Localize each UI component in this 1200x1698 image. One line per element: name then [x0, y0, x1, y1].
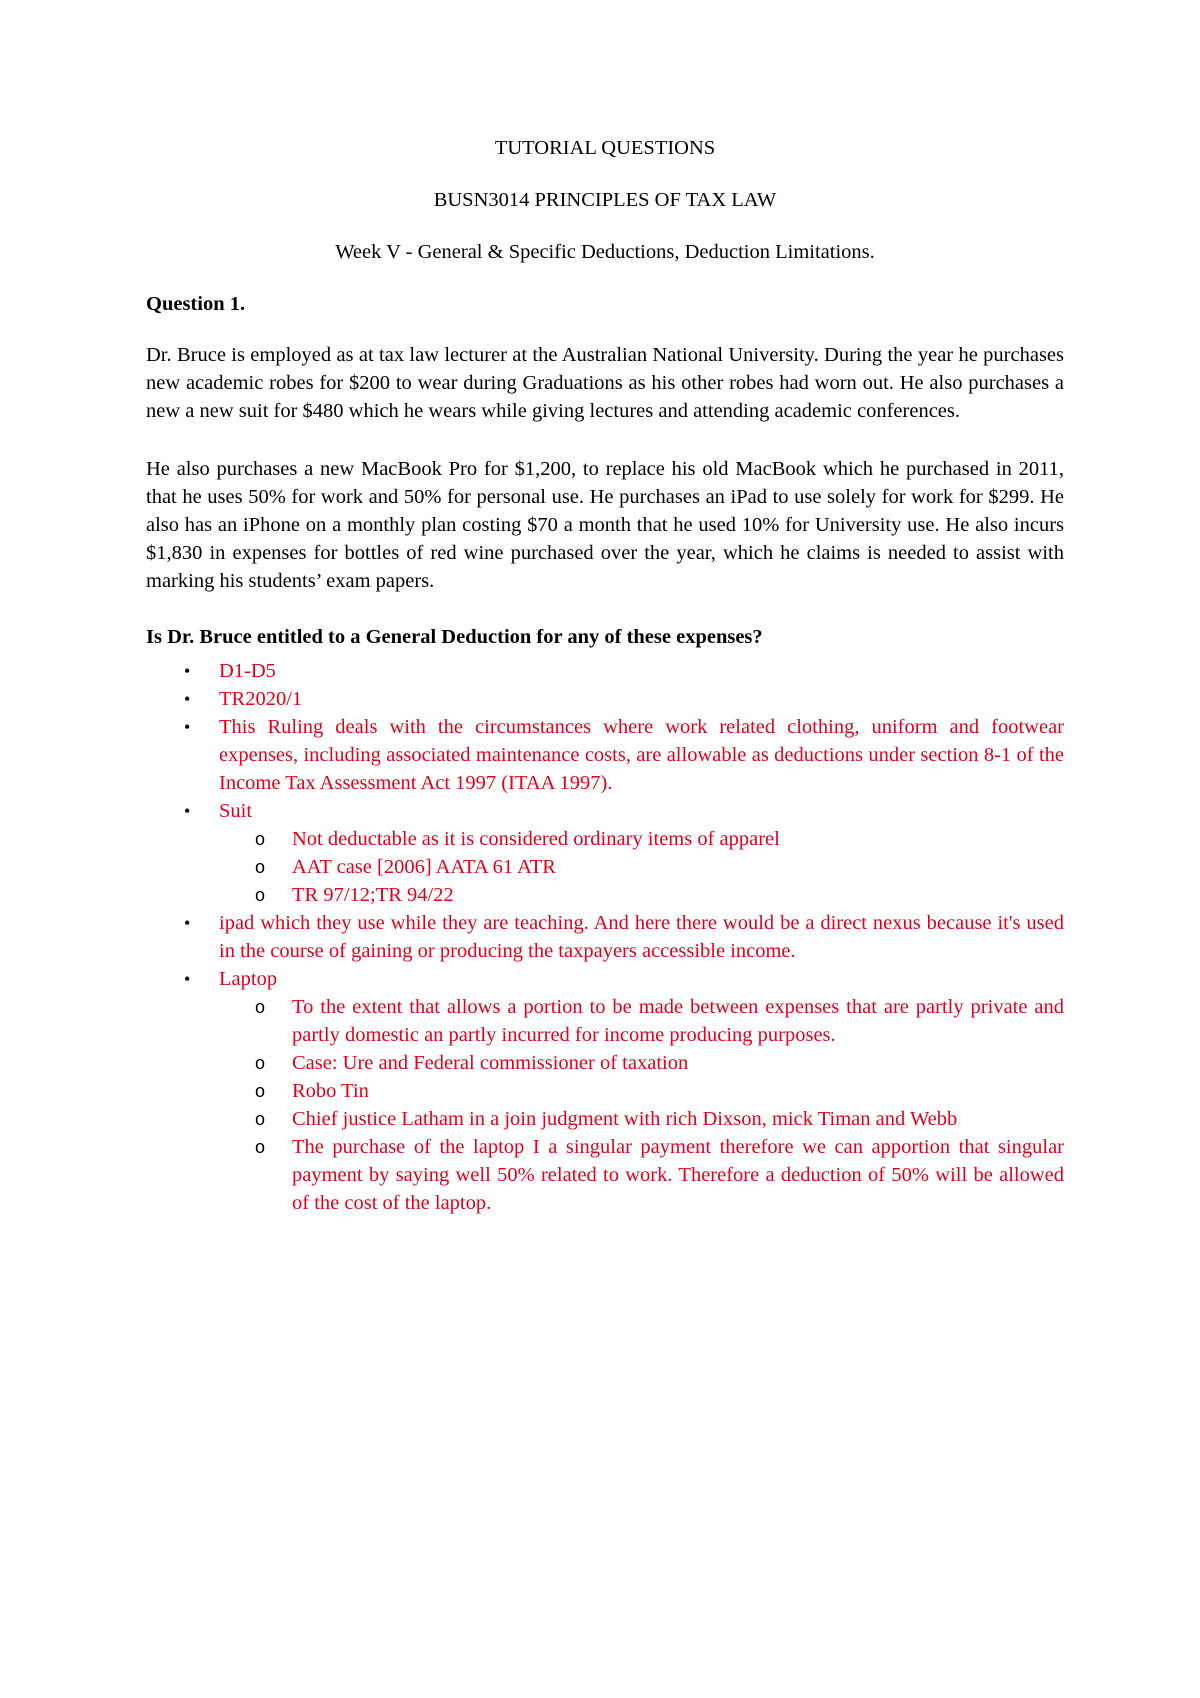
sublist-item: [219, 853, 1064, 881]
week-title: Week V - General & Specific Deductions, Deduction Limitations.: [335, 241, 875, 263]
list-item: [146, 965, 1064, 993]
list-item-text: TR2020/1: [219, 688, 303, 710]
sublist-item-text: Case: Ure and Federal commissioner of taxation: [292, 1052, 689, 1074]
list-item-text: Suit: [219, 800, 253, 822]
sublist-item-text: Robo Tin: [292, 1080, 369, 1102]
sublist-item: [219, 825, 1064, 853]
list-item-text: ipad which they use while they are teaching. And here there would be a direct nexus because it's used in the course of gaining or producing the taxpayers accessible income.: [219, 912, 1064, 962]
sublist-item: [219, 1049, 1064, 1077]
sublist-item-text: To the extent that allows a portion to be made between expenses that are partly private and partly domestic an partly incurred for income producing purposes.: [292, 996, 1064, 1046]
list-item: [146, 685, 1064, 713]
circle-bullet-icon: o: [255, 1053, 266, 1073]
question-heading: Question 1.: [146, 293, 246, 315]
list-item: [146, 713, 1064, 797]
doc-title: TUTORIAL QUESTIONS: [494, 137, 716, 159]
sublist-item: [219, 881, 1064, 909]
course-title: BUSN3014 PRINCIPLES OF TAX LAW: [433, 189, 777, 211]
bullet-icon: •: [184, 661, 191, 681]
suit-sublist: [219, 825, 1064, 909]
list-item: [146, 797, 1064, 825]
bullet-icon: •: [184, 801, 191, 821]
question-prompt: Is Dr. Bruce entitled to a General Deduction for any of these expenses?: [146, 626, 763, 648]
circle-bullet-icon: o: [255, 857, 266, 877]
circle-bullet-icon: o: [255, 829, 266, 849]
question-paragraph-1: Dr. Bruce is employed as at tax law lecturer at the Australian National University. During the year he purchases new academic robes for $200 to wear during Graduations as his other robes had worn out. He also purchases a new a new suit for $480 which he wears while giving lectures and attending academic conferences.: [146, 344, 1064, 422]
sublist-item-text: Not deductable as it is considered ordinary items of apparel: [292, 828, 780, 850]
sublist-item: [219, 1077, 1064, 1105]
list-item-text: D1-D5: [219, 660, 276, 682]
list-item: [146, 909, 1064, 965]
bullet-icon: •: [184, 913, 191, 933]
sublist-item: [219, 1133, 1064, 1217]
sublist-item: [219, 993, 1064, 1049]
sublist-item: [219, 1105, 1064, 1133]
laptop-sublist: [219, 993, 1064, 1217]
sublist-item-text: AAT case [2006] AATA 61 ATR: [292, 856, 556, 878]
sublist-container: [146, 993, 1064, 1217]
question-paragraph-2: He also purchases a new MacBook Pro for $1,200, to replace his old MacBook which he purchased in 2011, that he uses 50% for work and 50% for personal use. He purchases an iPad to use solely for work for $299. He also has an iPhone on a monthly plan costing $70 a month that he used 10% for University use. He also incurs $1,830 in expenses for bottles of red wine purchased over the year, which he claims is needed to assist with marking his students’ exam papers.: [146, 458, 1064, 592]
sublist-item-text: The purchase of the laptop I a singular payment therefore we can apportion that singular payment by saying well 50% related to work. Therefore a deduction of 50% will be allowed of the cost of the laptop.: [292, 1136, 1064, 1214]
sublist-item-text: TR 97/12;TR 94/22: [292, 884, 454, 906]
sublist-item-text: Chief justice Latham in a join judgment with rich Dixson, mick Timan and Webb: [292, 1108, 958, 1130]
bullet-icon: •: [184, 969, 191, 989]
circle-bullet-icon: o: [255, 1109, 266, 1129]
bullet-icon: •: [184, 717, 191, 737]
circle-bullet-icon: o: [255, 1137, 266, 1157]
circle-bullet-icon: o: [255, 997, 266, 1017]
sublist-container: [146, 825, 1064, 909]
circle-bullet-icon: o: [255, 885, 266, 905]
circle-bullet-icon: o: [255, 1081, 266, 1101]
list-item-text: This Ruling deals with the circumstances where work related clothing, uniform and footwear expenses, including associated maintenance costs, are allowable as deductions under section 8-1 of the Income Tax Assessment Act 1997 (ITAA 1997).: [219, 716, 1064, 794]
bullet-icon: •: [184, 689, 191, 709]
list-item-text: Laptop: [219, 968, 278, 990]
answer-list: [146, 657, 1064, 1217]
list-item: [146, 657, 1064, 685]
